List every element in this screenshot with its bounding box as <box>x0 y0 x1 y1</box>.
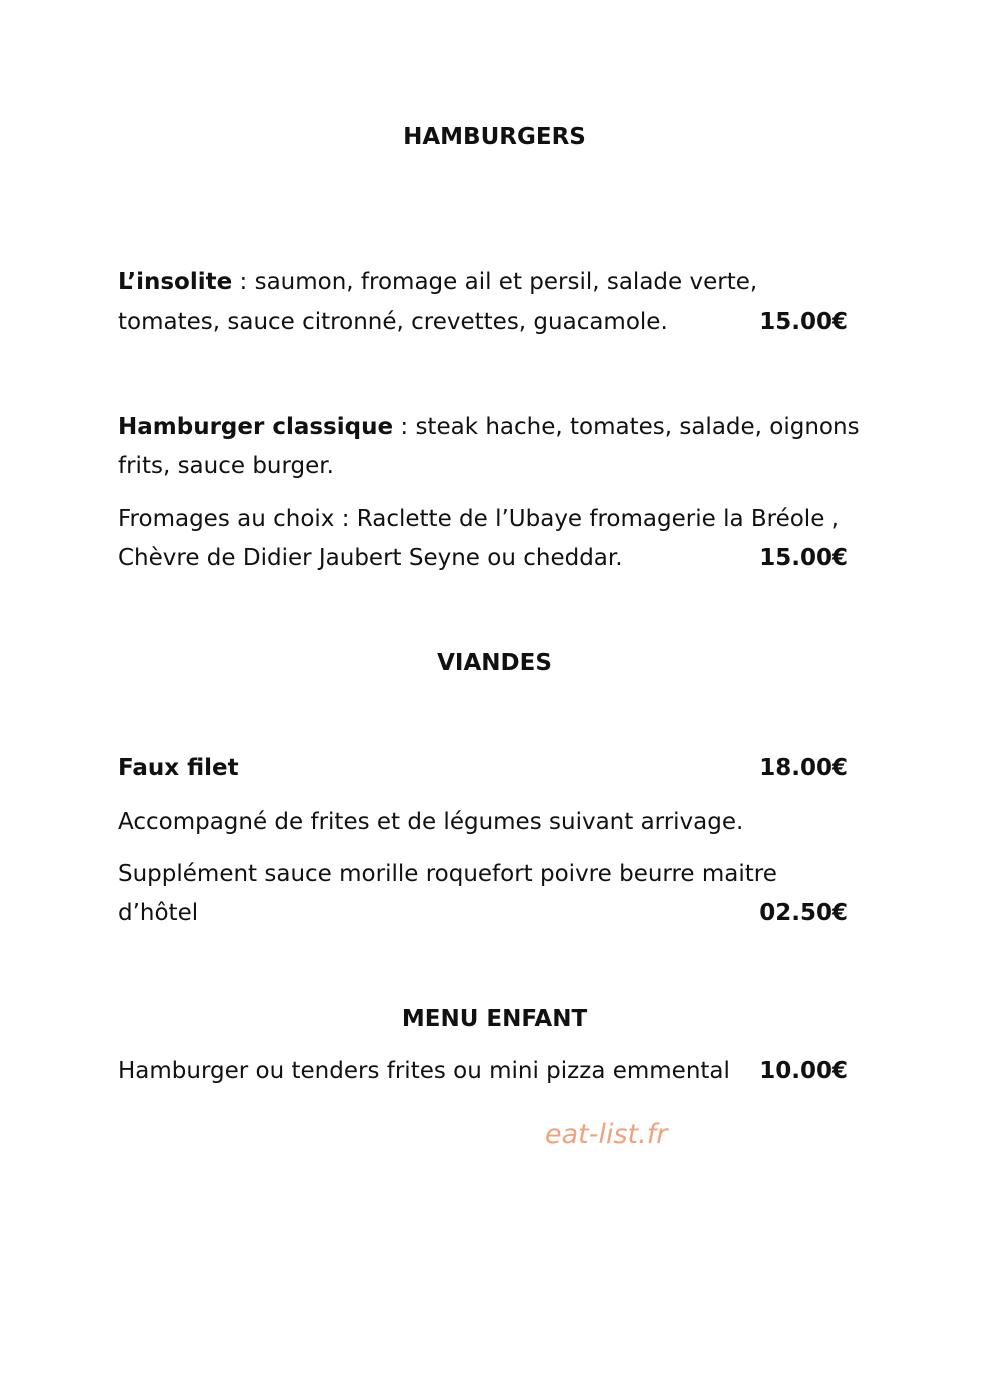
section-title-hamburgers: HAMBURGERS <box>403 124 586 150</box>
menu-enfant-description: Hamburger ou tenders frites ou mini pizza emmental <box>118 1058 730 1084</box>
menu-enfant-price: 10.00€ <box>759 1058 848 1084</box>
menu-item-insolite-price: 15.00€ <box>759 309 848 335</box>
section-title-menu-enfant: MENU ENFANT <box>401 1006 588 1032</box>
name-separator: : <box>393 414 416 440</box>
name-separator: : <box>232 269 255 295</box>
section-title-viandes: VIANDES <box>437 650 552 676</box>
menu-item-classique-cheese-line1: Fromages au choix : Raclette de l’Ubaye fromagerie la Bréole , <box>118 506 839 532</box>
supplement-price: 02.50€ <box>759 900 848 926</box>
menu-item-classique-line1 <box>118 412 860 442</box>
menu-item-classique-price: 15.00€ <box>759 545 848 571</box>
supplement-line2: d’hôtel <box>118 900 199 926</box>
menu-item-classique-name: Hamburger classique <box>118 414 394 440</box>
menu-item-faux-filet-price: 18.00€ <box>759 755 848 781</box>
menu-item-classique-cheese-line2: Chèvre de Didier Jaubert Seyne ou cheddar. <box>118 545 623 571</box>
menu-item-insolite-name: L’insolite <box>118 269 233 295</box>
menu-item-faux-filet-description: Accompagné de frites et de légumes suivant arrivage. <box>118 809 744 835</box>
menu-item-insolite-line2: tomates, sauce citronné, crevettes, guacamole. <box>118 309 668 335</box>
menu-item-classique-description: steak hache, tomates, salade, oignons <box>415 414 860 440</box>
supplement-line1: Supplément sauce morille roquefort poivre beurre maitre <box>118 861 777 887</box>
watermark: eat-list.fr <box>545 1119 668 1150</box>
menu-item-insolite-line1 <box>118 267 757 297</box>
menu-item-insolite-description: saumon, fromage ail et persil, salade verte, <box>254 269 758 295</box>
menu-item-faux-filet-name: Faux filet <box>118 755 239 781</box>
menu-item-classique-line2: frits, sauce burger. <box>118 453 334 479</box>
